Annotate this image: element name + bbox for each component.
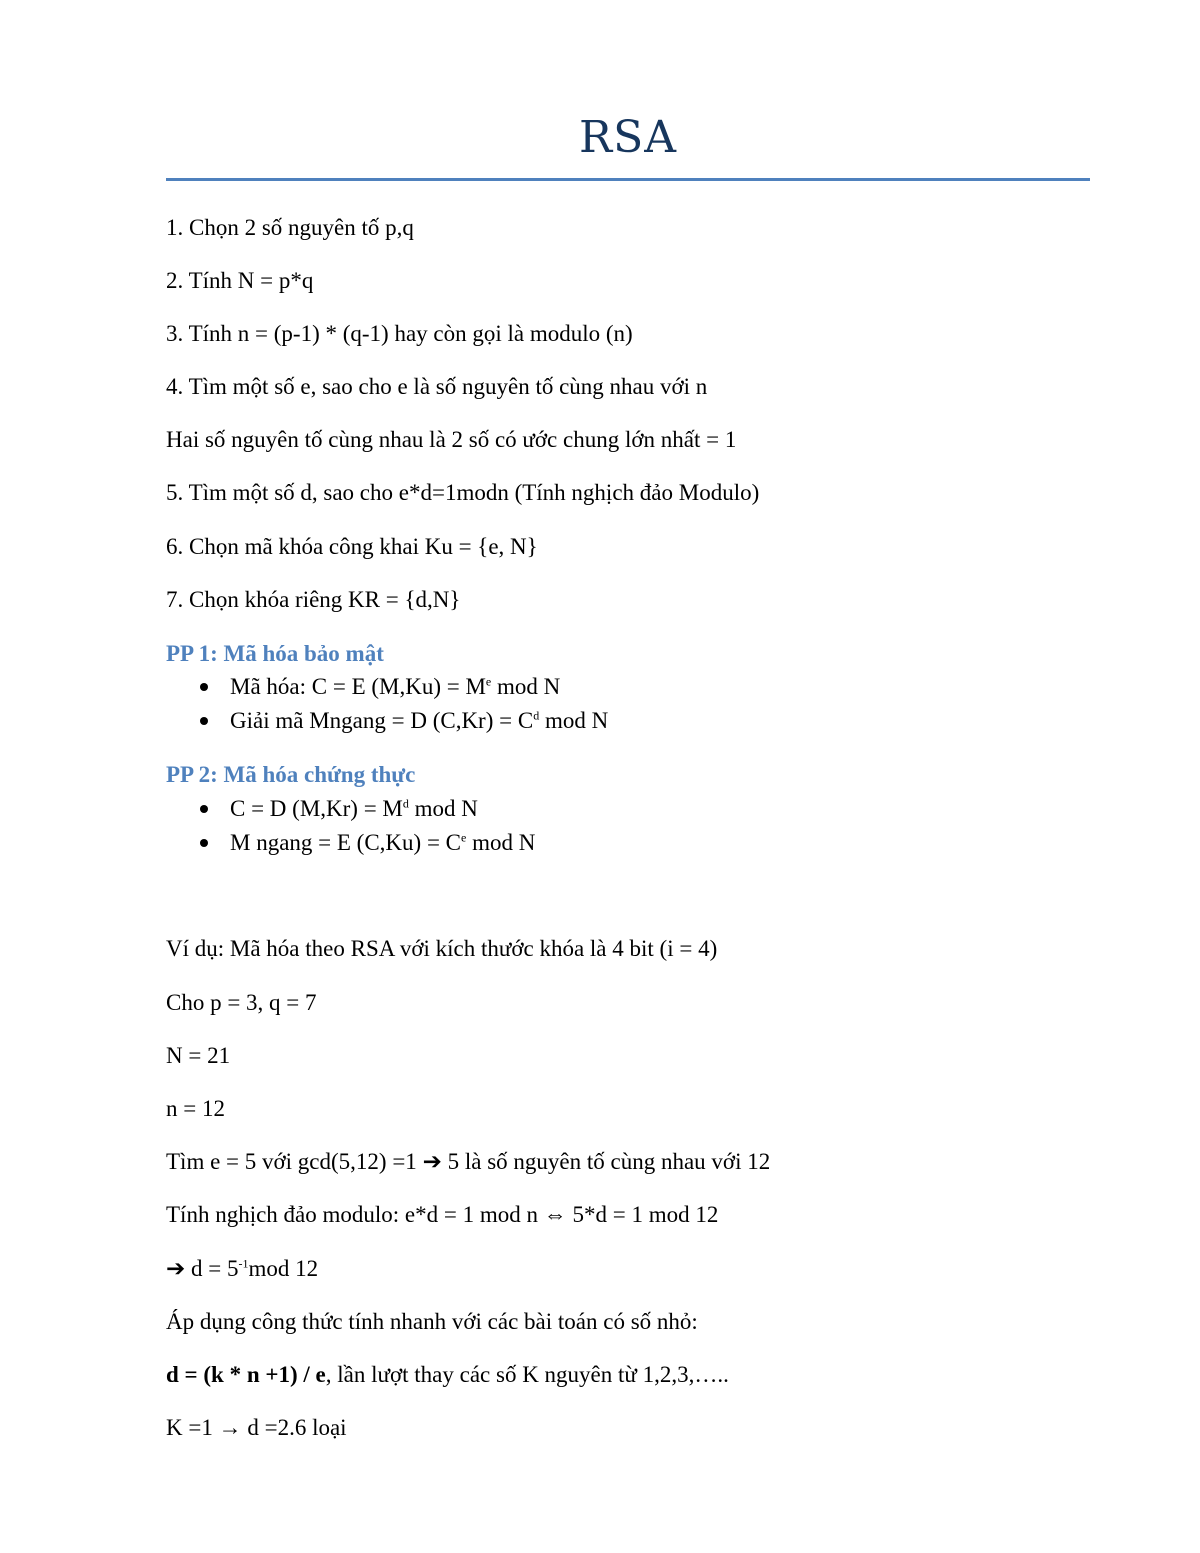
pp2-bullet-sign — [200, 795, 478, 823]
pp2-b1-text: C = D (M,Kr) = M — [230, 796, 403, 821]
example-n: n = 12 — [166, 1096, 225, 1121]
pp1-b2-text: Giải mã Mngang = D (C,Kr) = C — [230, 708, 534, 733]
example-d-post: mod 12 — [248, 1256, 319, 1281]
arrow-right-icon: → — [218, 1415, 242, 1440]
pp1-b1-post: mod N — [491, 674, 561, 699]
example-formula — [166, 1361, 729, 1389]
example-d — [166, 1255, 318, 1283]
step-3: 3. Tính n = (p-1) * (q-1) hay còn gọi là modulo (n) — [166, 321, 633, 346]
example-inv-post: 5*d = 1 mod 12 — [566, 1202, 719, 1227]
pp1-bullet-decrypt — [200, 707, 608, 735]
pp2-bullet-verify — [200, 829, 535, 857]
example-k1-pre: K =1 — [166, 1415, 219, 1440]
step-1: 1. Chọn 2 số nguyên tố p,q — [166, 215, 414, 240]
pp2-b1-post: mod N — [408, 796, 478, 821]
step-2: 2. Tính N = p*q — [166, 268, 314, 293]
example-d-sup: -1 — [238, 1256, 249, 1271]
page-title: RSA — [578, 112, 678, 163]
example-e-post: 5 là số nguyên tố cùng nhau với 12 — [441, 1149, 771, 1174]
formula-bold: d = (k * n +1) / e — [166, 1362, 326, 1387]
example-intro: Ví dụ: Mã hóa theo RSA với kích thước khóa là 4 bit (i = 4) — [166, 936, 718, 961]
equivalence-icon: ⇔ — [543, 1202, 567, 1227]
pp2-b2-text: M ngang = E (C,Ku) = C — [230, 830, 462, 855]
example-e-pre: Tìm e = 5 với gcd(5,12) =1 — [166, 1149, 423, 1174]
pp2-b1-sup: d — [402, 796, 409, 811]
example-d-pre: d = 5 — [185, 1256, 239, 1281]
example-N: N = 21 — [166, 1043, 231, 1068]
bullet-icon — [200, 805, 208, 813]
step-6: 6. Chọn mã khóa công khai Ku = {e, N} — [166, 534, 538, 559]
arrow-right-icon: ➔ — [166, 1256, 186, 1281]
pp1-b2-sup: d — [533, 708, 540, 723]
step-4-note: Hai số nguyên tố cùng nhau là 2 số có ước chung lớn nhất = 1 — [166, 427, 737, 452]
example-e — [166, 1148, 770, 1176]
bullet-icon — [200, 839, 208, 847]
pp1-b2-post: mod N — [539, 708, 609, 733]
pp1-b1-text: Mã hóa: C = E (M,Ku) = M — [230, 674, 486, 699]
step-5: 5. Tìm một số d, sao cho e*d=1modn (Tính nghịch đảo Modulo) — [166, 480, 760, 505]
pp1-b1-sup: e — [485, 674, 492, 689]
step-7: 7. Chọn khóa riêng KR = {d,N} — [166, 587, 461, 612]
step-4: 4. Tìm một số e, sao cho e là số nguyên tố cùng nhau với n — [166, 374, 708, 399]
title-underline — [166, 178, 1090, 181]
example-k1 — [166, 1414, 347, 1442]
example-inv-pre: Tính nghịch đảo modulo: e*d = 1 mod n — [166, 1202, 544, 1227]
pp2-heading: PP 2: Mã hóa chứng thực — [166, 762, 416, 787]
example-pq: Cho p = 3, q = 7 — [166, 990, 317, 1015]
pp1-heading: PP 1: Mã hóa bảo mật — [166, 641, 384, 666]
arrow-right-icon: ➔ — [422, 1149, 442, 1174]
pp1-bullet-encrypt — [200, 673, 560, 701]
pp2-b2-post: mod N — [466, 830, 536, 855]
formula-rest: , lần lượt thay các số K nguyên từ 1,2,3,….. — [325, 1362, 729, 1387]
bullet-icon — [200, 683, 208, 691]
example-apply: Áp dụng công thức tính nhanh với các bài toán có số nhỏ: — [166, 1309, 698, 1334]
pp2-b2-sup: e — [461, 830, 467, 845]
bullet-icon — [200, 717, 208, 725]
example-inverse — [166, 1201, 718, 1229]
example-k1-post: d =2.6 loại — [241, 1415, 347, 1440]
